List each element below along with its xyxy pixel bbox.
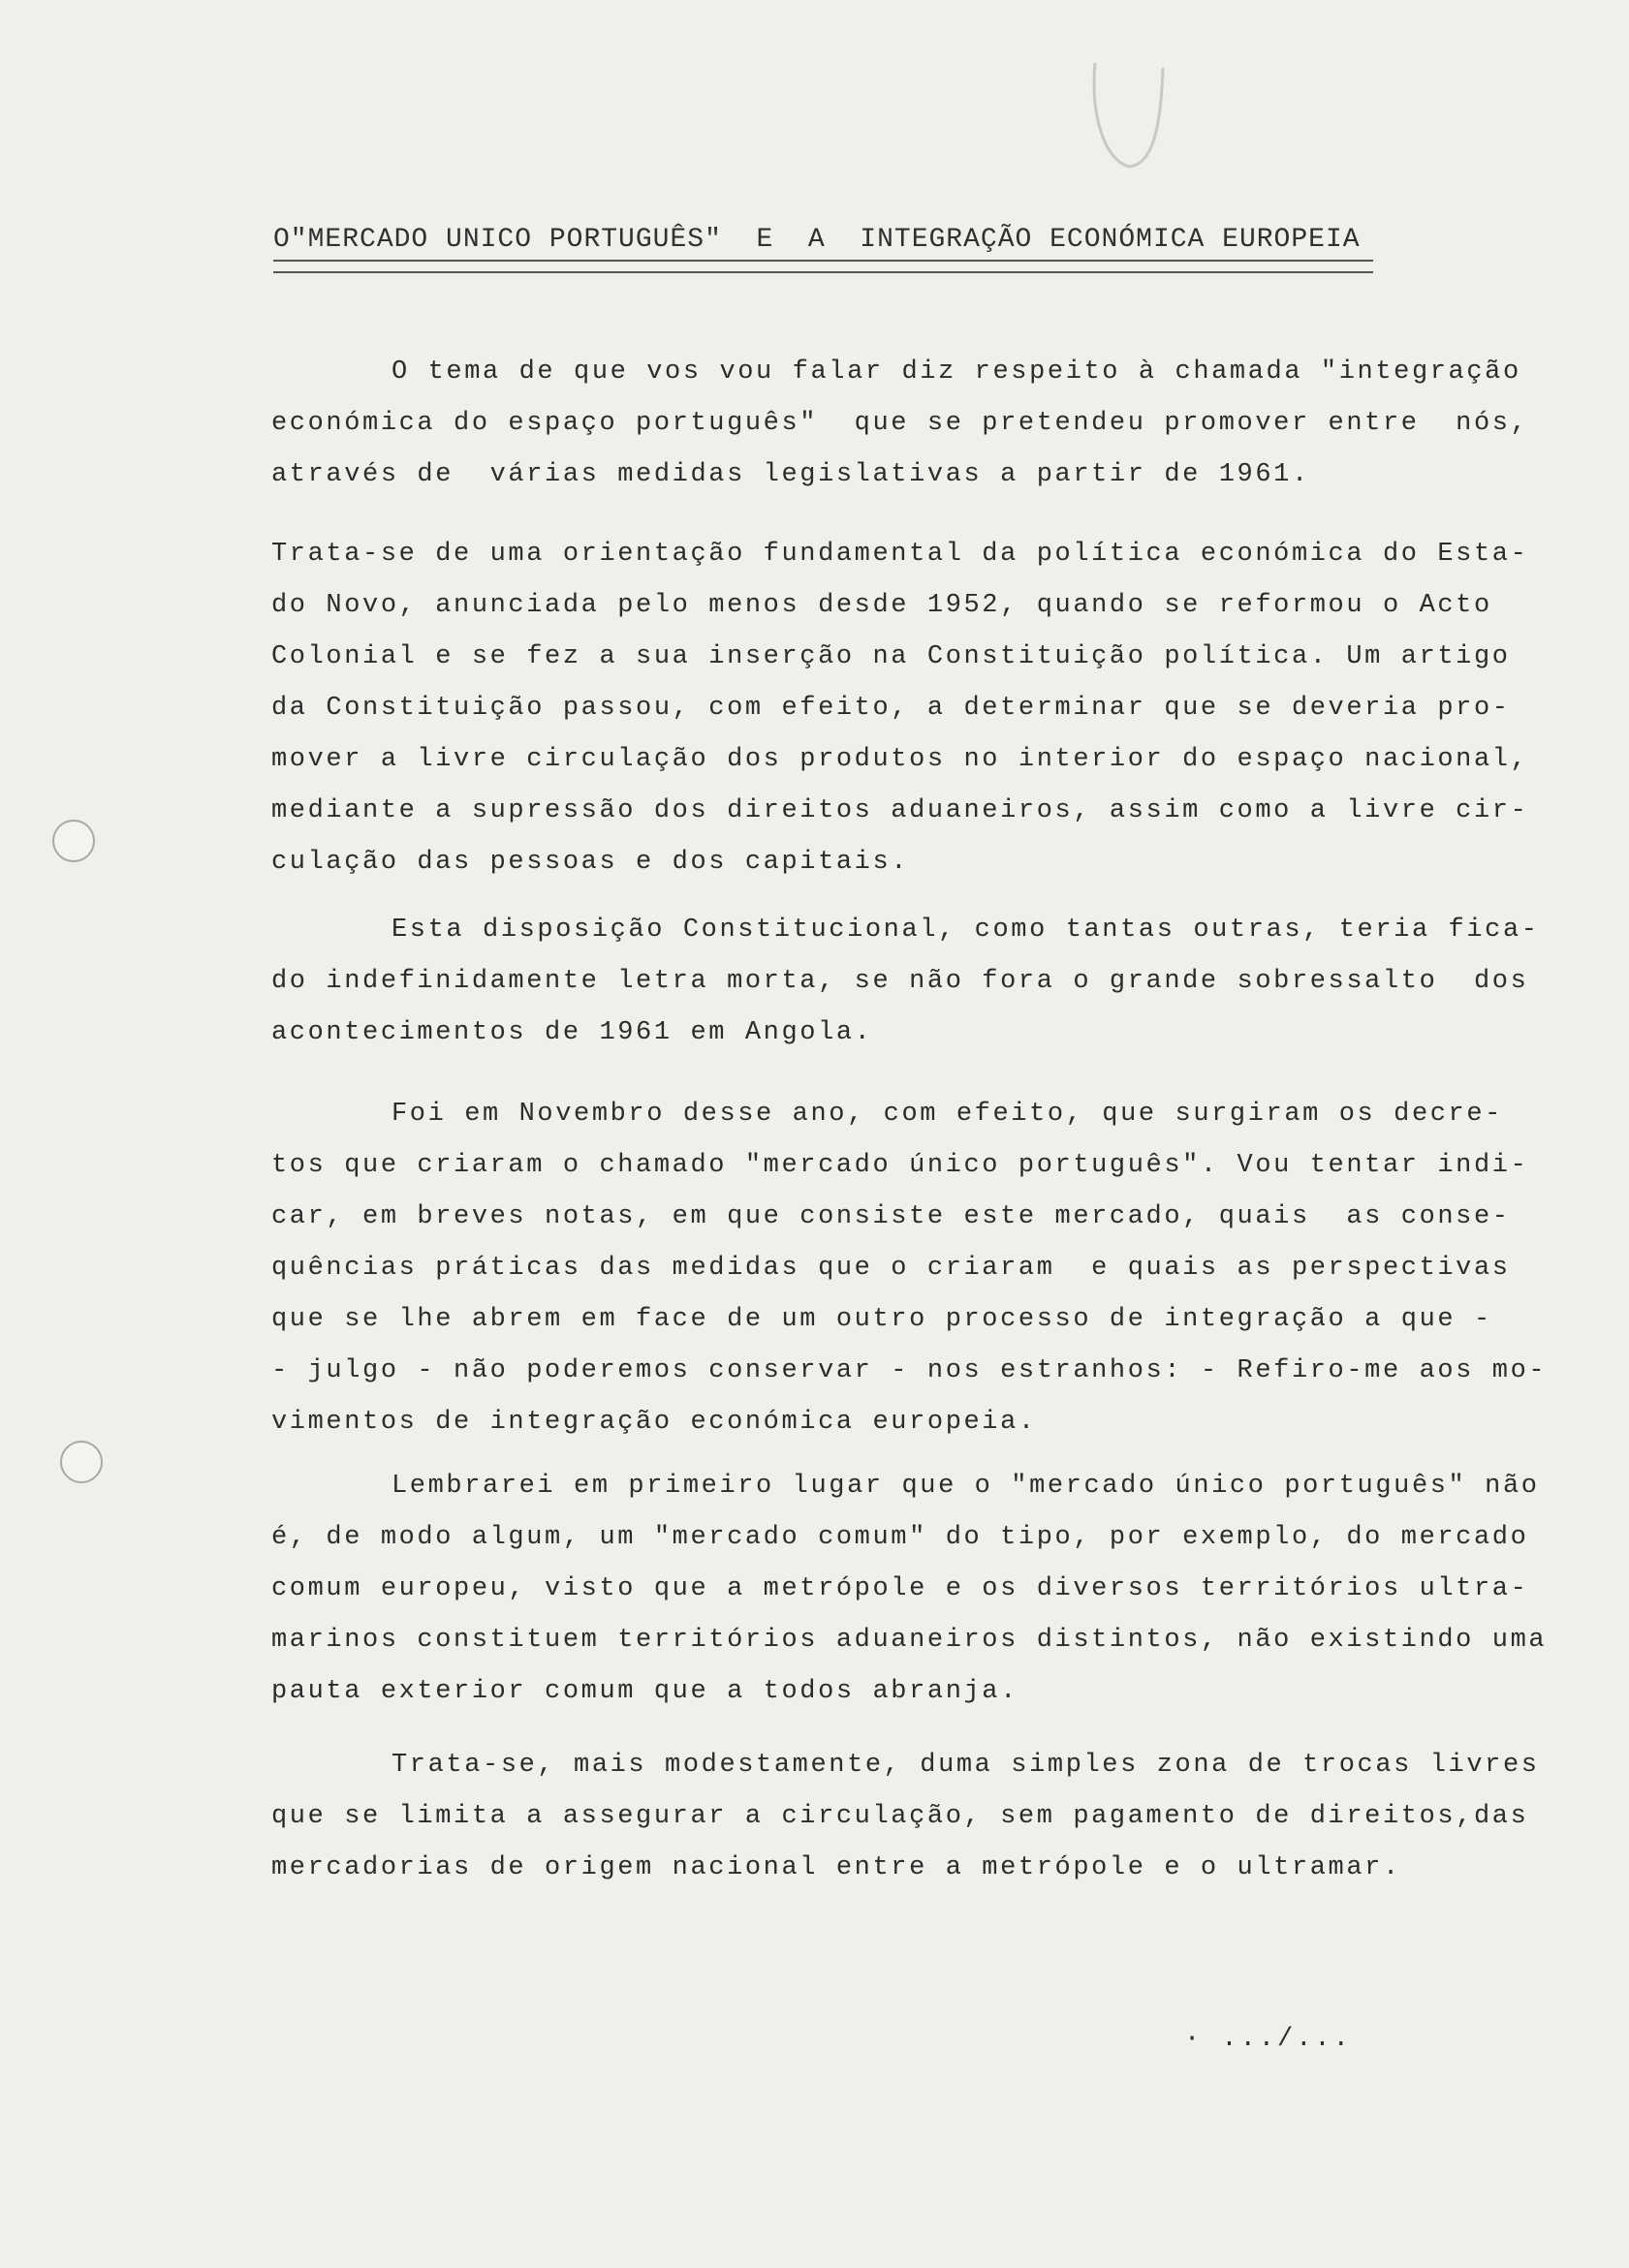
text-line: Trata-se de uma orientação fundamental da política económica do Esta- — [271, 540, 1529, 569]
text-line: Colonial e se fez a sua inserção na Constituição política. Um artigo — [271, 642, 1511, 671]
text-line: mercadorias de origem nacional entre a metrópole e o ultramar. — [271, 1853, 1401, 1882]
paragraph-2 — [271, 529, 1529, 888]
text-line: mediante a supressão dos direitos aduaneiros, assim como a livre cir- — [271, 796, 1529, 825]
paragraph-4 — [271, 1089, 1548, 1448]
text-line: através de várias medidas legislativas a partir de 1961. — [271, 460, 1310, 489]
text-line: acontecimentos de 1961 em Angola. — [271, 1018, 873, 1047]
text-line: que se lhe abrem em face de um outro processo de integração a que - — [271, 1305, 1492, 1334]
paragraph-5 — [271, 1461, 1548, 1718]
text-line: marinos constituem territórios aduaneiros distintos, não existindo uma — [271, 1626, 1548, 1655]
text-line: da Constituição passou, com efeito, a determinar que se deveria pro- — [271, 694, 1511, 723]
text-line: vimentos de integração económica europeia. — [271, 1408, 1037, 1437]
text-line: car, em breves notas, em que consiste este mercado, quais as conse- — [271, 1202, 1511, 1231]
paragraph-6 — [271, 1740, 1540, 1894]
punch-hole-top — [52, 820, 95, 862]
text-line: culação das pessoas e dos capitais. — [271, 848, 910, 877]
text-line: Esta disposição Constitucional, como tantas outras, teria fica- — [392, 916, 1540, 945]
text-line: que se limita a assegurar a circulação, sem pagamento de direitos,das — [271, 1802, 1529, 1831]
punch-hole-bottom — [60, 1441, 103, 1483]
title-underline — [273, 260, 1373, 273]
pencil-mark — [1085, 58, 1173, 174]
text-line: do Novo, anunciada pelo menos desde 1952, quando se reformou o Acto — [271, 591, 1492, 620]
text-line: O tema de que vos vou falar diz respeito à chamada "integração — [392, 357, 1521, 387]
text-line: económica do espaço português" que se pretendeu promover entre nós, — [271, 409, 1529, 438]
text-line: mover a livre circulação dos produtos no interior do espaço nacional, — [271, 745, 1529, 774]
document-title: O"MERCADO UNICO PORTUGUÊS" E A INTEGRAÇÃO ECONÓMICA EUROPEIA — [273, 225, 1361, 255]
text-line: do indefinidamente letra morta, se não fora o grande sobressalto dos — [271, 967, 1529, 996]
text-line: é, de modo algum, um "mercado comum" do tipo, por exemplo, do mercado — [271, 1523, 1529, 1552]
text-line: comum europeu, visto que a metrópole e os diversos territórios ultra- — [271, 1574, 1529, 1603]
text-line: - julgo - não poderemos conservar - nos estranhos: - Refiro-me aos mo- — [271, 1356, 1548, 1385]
text-line: quências práticas das medidas que o criaram e quais as perspectivas — [271, 1254, 1511, 1283]
text-line: Trata-se, mais modestamente, duma simples zona de trocas livres — [392, 1751, 1540, 1780]
text-line: Foi em Novembro desse ano, com efeito, que surgiram os decre- — [392, 1100, 1503, 1129]
continuation-mark: · .../... — [1184, 2025, 1352, 2054]
text-line: tos que criaram o chamado "mercado único português". Vou tentar indi- — [271, 1151, 1529, 1180]
text-line: Lembrarei em primeiro lugar que o "mercado único português" não — [392, 1472, 1540, 1501]
paragraph-1 — [271, 347, 1529, 501]
text-line: pauta exterior comum que a todos abranja. — [271, 1677, 1018, 1706]
paragraph-3 — [271, 905, 1540, 1059]
